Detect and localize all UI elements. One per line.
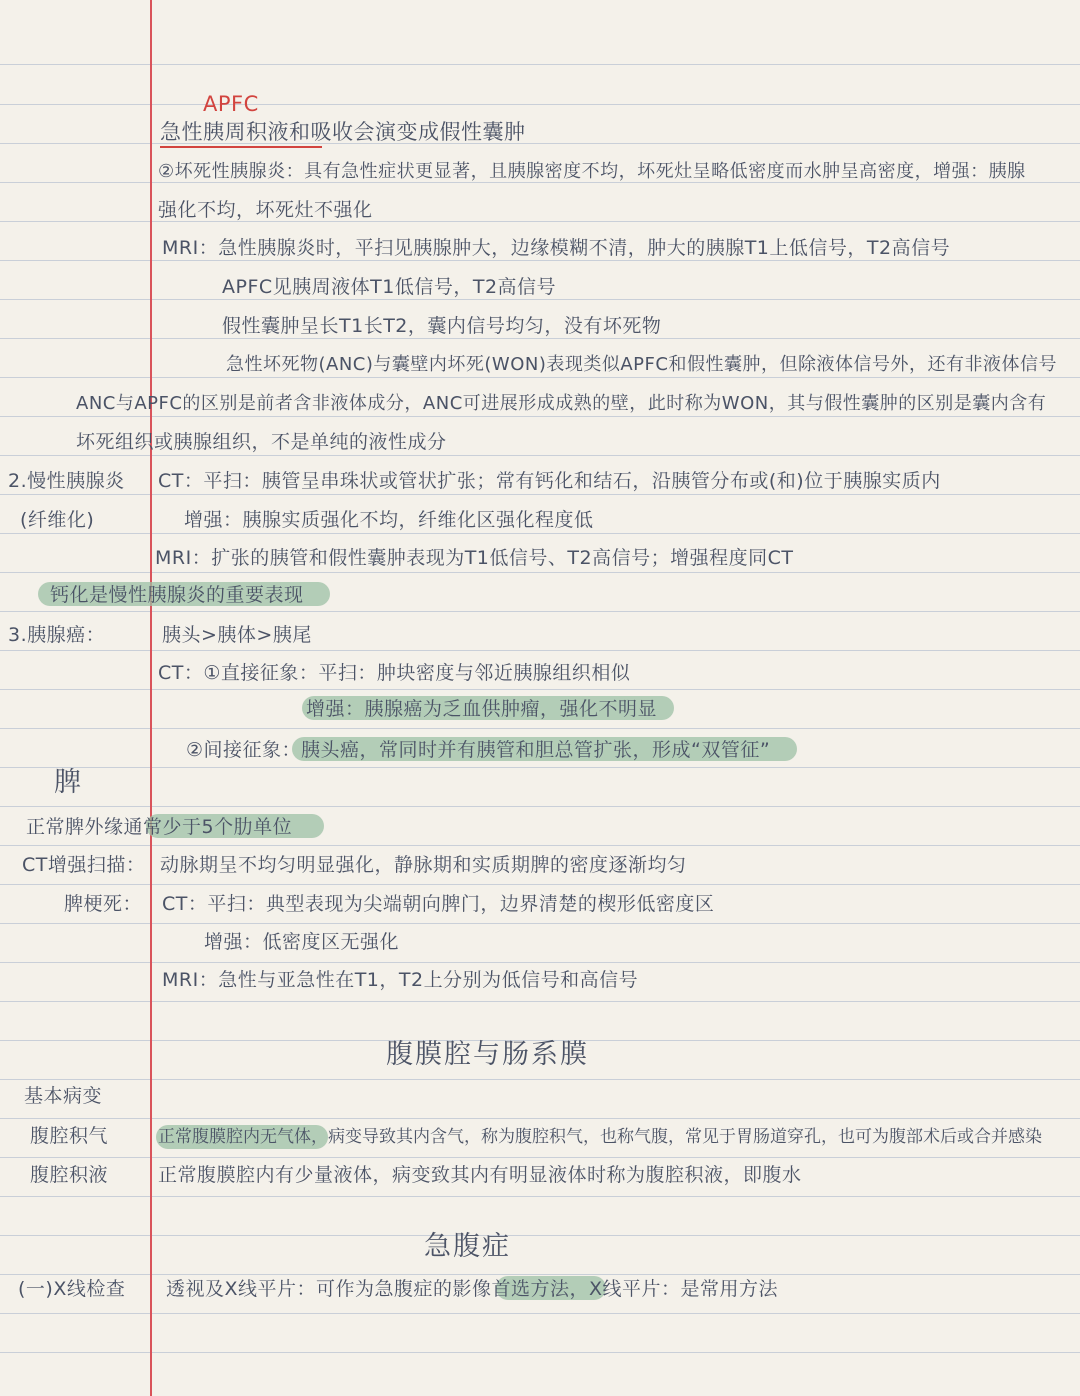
ruled-line — [0, 104, 1080, 105]
ruled-line — [0, 650, 1080, 651]
ascites-label: 腹腔积液 — [30, 1164, 109, 1186]
calcification-note: 钙化是慢性胰腺炎的重要表现 — [50, 584, 304, 606]
ruled-line — [0, 1118, 1080, 1119]
chronic-pancreatitis-label: 2.慢性胰腺炎 — [8, 470, 125, 492]
spleen-normal-line: 正常脾外缘通常少于5个肋单位 — [26, 816, 293, 838]
pneumoperitoneum-label: 腹腔积气 — [30, 1125, 109, 1147]
ruled-line — [0, 455, 1080, 456]
xray-exam-label: (一)X线检查 — [18, 1278, 126, 1300]
ruled-line — [0, 64, 1080, 65]
ruled-line — [0, 1079, 1080, 1080]
ruled-line — [0, 260, 1080, 261]
ascites-text: 正常腹膜腔内有少量液体，病变致其内有明显液体时称为腹腔积液，即腹水 — [158, 1164, 802, 1186]
ruled-line — [0, 1196, 1080, 1197]
chronic-pancreatitis-sublabel: (纤维化) — [20, 509, 95, 531]
ruled-line — [0, 689, 1080, 690]
apfc-line: APFC见胰周液体T1低信号，T2高信号 — [222, 276, 557, 298]
title-abbreviation: APFC — [203, 92, 259, 116]
pseudocyst-line: 假性囊肿呈长T1长T2，囊内信号均匀，没有坏死物 — [222, 315, 662, 337]
cancer-direct-sign: CT：①直接征象：平扫：肿块密度与邻近胰腺组织相似 — [158, 662, 631, 684]
necrotizing-line-2: 强化不均，坏死灶不强化 — [158, 199, 373, 221]
ruled-line — [0, 1274, 1080, 1275]
anc-apfc-diff-line-2: 坏死组织或胰腺组织，不是单纯的液性成分 — [76, 431, 447, 453]
ruled-line — [0, 806, 1080, 807]
ruled-line — [0, 416, 1080, 417]
anc-won-line: 急性坏死物(ANC)与囊壁内坏死(WON)表现类似APFC和假性囊肿，但除液体信号外，还有非液体信号 — [226, 354, 1057, 375]
ruled-line — [0, 533, 1080, 534]
acute-abdomen-heading: 急腹症 — [424, 1231, 511, 1262]
ruled-line — [0, 845, 1080, 846]
page-title: 急性胰周积液和吸收会演变成假性囊肿 — [160, 120, 526, 144]
ruled-line — [0, 494, 1080, 495]
cancer-enhancement: 增强：胰腺癌为乏血供肿瘤，强化不明显 — [306, 698, 658, 720]
spleen-infarct-label: 脾梗死： — [64, 893, 143, 915]
necrotizing-line-1: ②坏死性胰腺炎：具有急性症状更显著，且胰腺密度不均，坏死灶呈略低密度而水肿呈高密度，增强：胰腺 — [158, 161, 1026, 182]
ruled-line — [0, 767, 1080, 768]
ruled-line — [0, 728, 1080, 729]
spleen-ct-label: CT增强扫描： — [22, 854, 146, 876]
spleen-heading: 脾 — [54, 767, 83, 798]
ruled-line — [0, 1001, 1080, 1002]
ruled-line — [0, 611, 1080, 612]
mri-acute-line: MRI：急性胰腺炎时，平扫见胰腺肿大，边缘模糊不清，肿大的胰腺T1上低信号，T2高信号 — [162, 237, 951, 259]
pancreatic-cancer-label: 3.胰腺癌： — [8, 624, 106, 646]
ruled-line — [0, 572, 1080, 573]
ruled-line — [0, 962, 1080, 963]
spleen-infarct-mri: MRI：急性与亚急性在T1，T2上分别为低信号和高信号 — [162, 969, 639, 991]
margin-line — [150, 0, 152, 1396]
cancer-indirect-sign: ②间接征象：胰头癌，常同时并有胰管和胆总管扩张，形成“双管征” — [186, 739, 771, 761]
chronic-enhancement-line: 增强：胰腺实质强化不均，纤维化区强化程度低 — [184, 509, 594, 531]
ruled-line — [0, 338, 1080, 339]
ruled-line — [0, 377, 1080, 378]
ruled-line — [0, 1235, 1080, 1236]
ruled-line — [0, 299, 1080, 300]
ruled-line — [0, 923, 1080, 924]
pneumoperitoneum-text: 正常腹膜腔内无气体，病变导致其内含气，称为腹腔积气，也称气腹，常见于胃肠道穿孔，也可为腹部术后或合并感染 — [158, 1127, 1042, 1147]
cancer-location-order: 胰头>胰体>胰尾 — [162, 624, 312, 646]
ruled-line — [0, 884, 1080, 885]
chronic-ct-line: CT：平扫：胰管呈串珠状或管状扩张；常有钙化和结石，沿胰管分布或(和)位于胰腺实质内 — [158, 470, 941, 492]
peritoneum-heading: 腹膜腔与肠系膜 — [386, 1039, 589, 1070]
spleen-infarct-ct: CT：平扫：典型表现为尖端朝向脾门，边界清楚的楔形低密度区 — [162, 893, 715, 915]
spleen-infarct-enhancement: 增强：低密度区无强化 — [204, 931, 400, 953]
ruled-line — [0, 1352, 1080, 1353]
anc-apfc-diff-line-1: ANC与APFC的区别是前者含非液体成分，ANC可进展形成成熟的壁，此时称为WON，其与假性囊肿的区别是囊内含有 — [76, 393, 1047, 414]
ruled-line — [0, 1313, 1080, 1314]
basic-lesions-label: 基本病变 — [24, 1085, 103, 1107]
xray-exam-text: 透视及X线平片：可作为急腹症的影像首选方法，X线平片：是常用方法 — [166, 1278, 779, 1300]
spleen-ct-text: 动脉期呈不均匀明显强化，静脉期和实质期脾的密度逐渐均匀 — [160, 854, 687, 876]
chronic-mri-line: MRI：扩张的胰管和假性囊肿表现为T1低信号、T2高信号；增强程度同CT — [155, 547, 794, 569]
ruled-line — [0, 1157, 1080, 1158]
title-underline — [160, 146, 322, 148]
